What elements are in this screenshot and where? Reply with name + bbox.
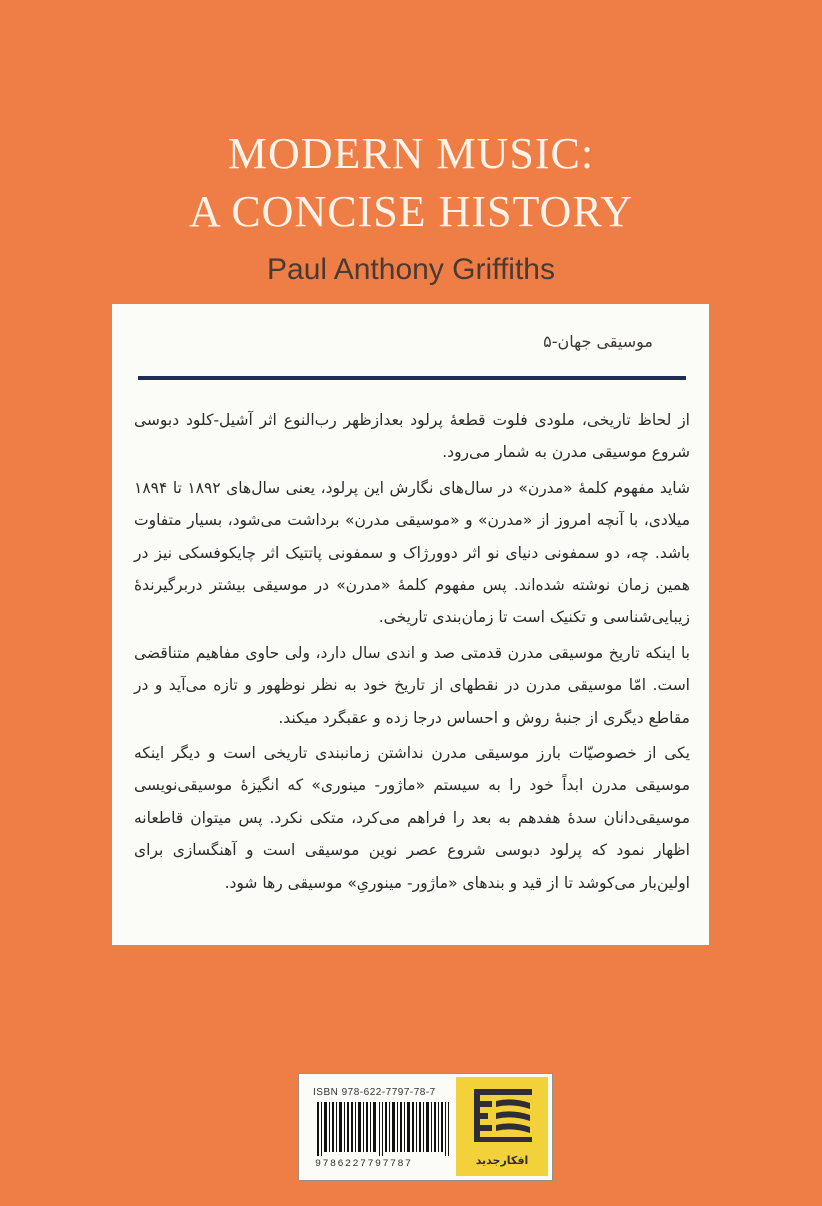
author-name: Paul Anthony Griffiths bbox=[267, 253, 555, 286]
series-title: موسیقی جهان-۵ bbox=[543, 332, 653, 351]
divider bbox=[138, 376, 686, 380]
paragraph: شاید مفهوم کلمهٔ «مدرن» در سال‌های نگارش این پرلود، یعنی سال‌های ۱۸۹۲ تا ۱۸۹۴ میلادی، با آنچه امروز از «مدرن» و «موسیقی مدرن» برداشت می‌شود، بسیار متفاوت باشد. چه، دو سمفونی دنیای نو اثر دوورژاک و سمفونی پاتتیک اثر چایکوفسکی نیز در همین زمان نوشته شده‌اند. پس مفهوم کلمهٔ «مدرن» در موسیقی بیشتر دربرگیرندهٔ زیبایی‌شناسی و تکنیک است تا زمان‌بندی تاریخی. bbox=[134, 478, 690, 627]
barcode-icon bbox=[317, 1102, 449, 1156]
book-logo-icon bbox=[456, 1083, 548, 1153]
publisher-name: افکارجدید bbox=[475, 1154, 529, 1167]
paragraph: از لحاظ تاریخی، ملودی فلوت قطعهٔ پرلود بعدازظهر رب‌النوع اثر آشیل-کلود دبوسی شروع موسیقی مدرن به شمار می‌رود. bbox=[134, 411, 690, 462]
book-title-line-1: MODERN MUSIC: bbox=[227, 129, 595, 178]
book-title-line-2: A CONCISE HISTORY bbox=[188, 187, 634, 236]
publisher-logo bbox=[456, 1077, 548, 1176]
paragraph: با اینکه تاریخ موسیقی مدرن قدمتی صد و اندی سال دارد، ولی حاوی مفاهیم متناقضی است. امّا موسیقی مدرن در نقطهای از تاریخ خود به نظر نوظهور و تازه می‌آید و در مقاطع دیگری از جنبهٔ روش و احساس درجا زده و عقبگرد میکند. bbox=[134, 643, 690, 727]
paragraph: یکی از خصوصیّات بارز موسیقی مدرن نداشتن زمانبندی تاریخی است و دیگر اینکه موسیقی مدرن ابداً خود را به سیستم «ماژور- مینوری» که انگیزهٔ موسیقی‌نویسی موسیقی‌دانان سدهٔ هفدهم به بعد را فراهم می‌کرد، متکی نکرد. پس میتوان قاطعانه اظهار نمود که پرلود دبوسی شروع عصر نوین موسیقی است و آهنگسازی برای اولین‌بار می‌کوشد تا از قید و بندهای «ماژور- مینوریِ» موسیقی رها شود. bbox=[134, 744, 690, 892]
description-text bbox=[134, 404, 690, 902]
barcode-digits: 9786227797787 bbox=[315, 1159, 413, 1170]
isbn-label: ISBN 978-622-7797-78-7 bbox=[313, 1087, 436, 1098]
description-panel bbox=[112, 304, 709, 945]
